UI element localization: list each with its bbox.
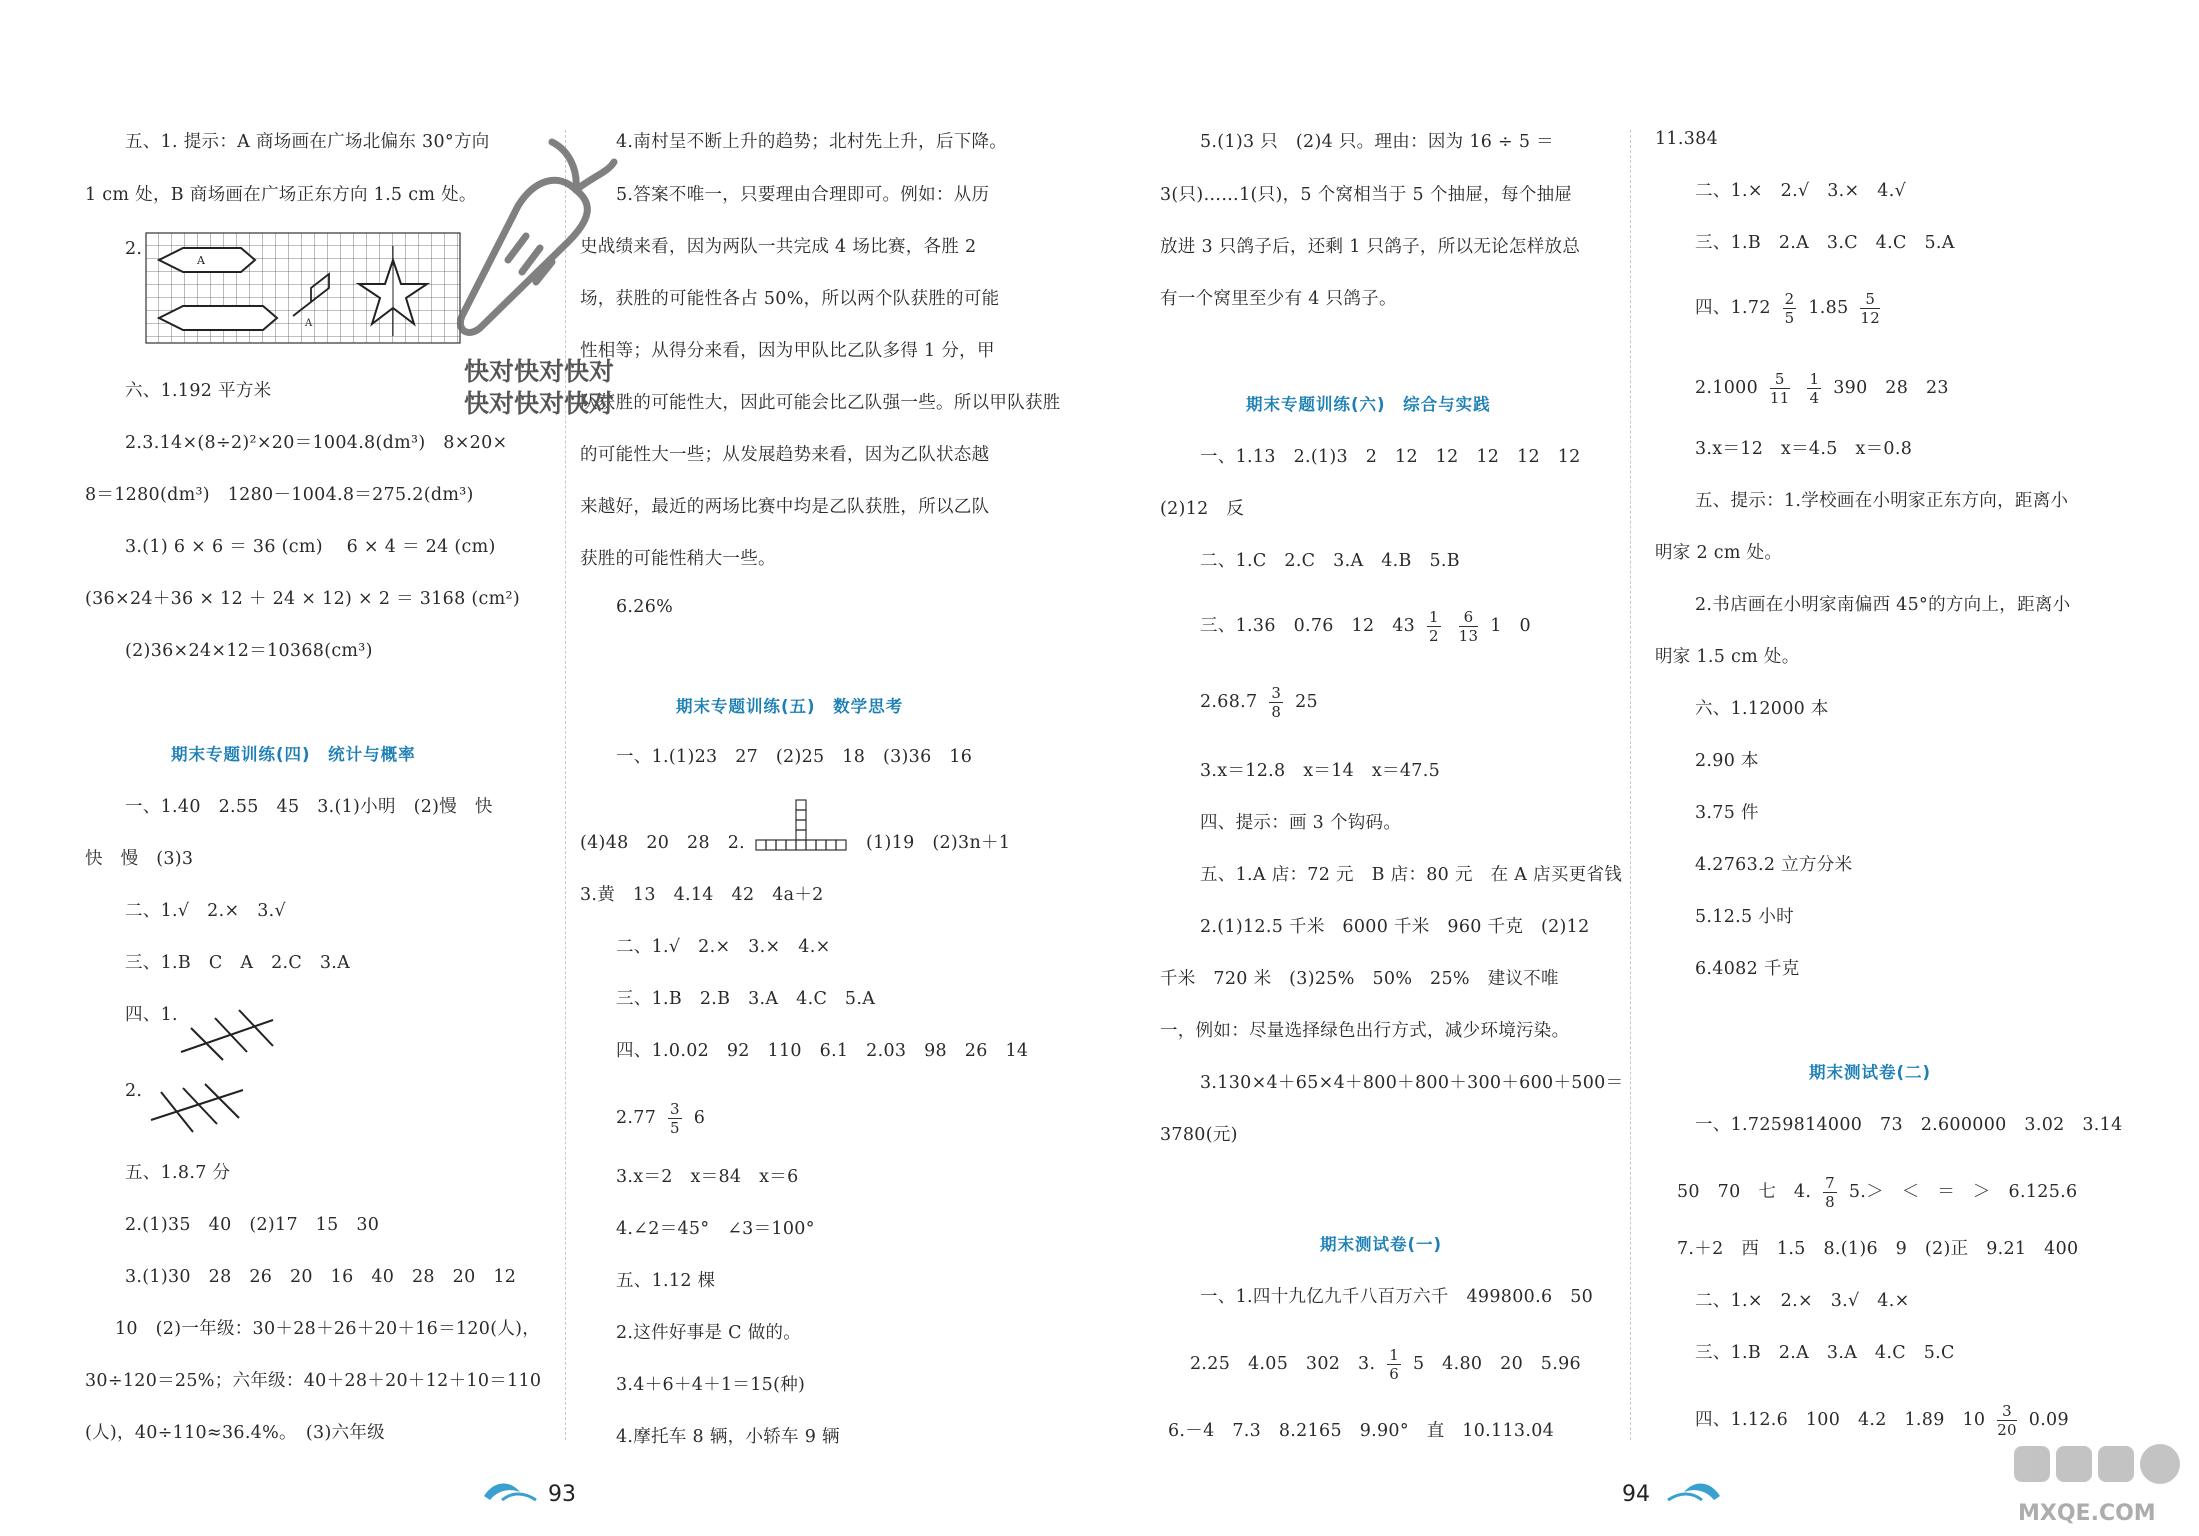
fraction-numerator: 1 bbox=[1389, 1346, 1400, 1364]
text-line: 一、1.7259814000 73 2.600000 3.02 3.14 bbox=[1695, 1115, 2123, 1135]
text-line: 3.130×4＋65×4＋800＋800＋300＋600＋500＝ bbox=[1200, 1073, 1624, 1093]
section-heading: 期末测试卷(一) bbox=[1320, 1235, 1443, 1254]
fraction-numerator: 2 bbox=[1784, 290, 1795, 308]
page-number: 94 bbox=[1622, 1482, 1650, 1507]
text-line: 6.26% bbox=[616, 597, 674, 617]
text-line: 史战绩来看，因为两队一共完成 4 场比赛，各胜 2 bbox=[580, 237, 977, 257]
text-segment: 1.85 bbox=[1808, 298, 1849, 318]
section-heading: 期末专题训练(六) 综合与实践 bbox=[1246, 395, 1491, 414]
leaf-ornament-icon bbox=[480, 1474, 540, 1508]
text-line: 3.x＝2 x＝84 x＝6 bbox=[616, 1167, 799, 1187]
fraction bbox=[1770, 370, 1790, 407]
text-segment: 5 4.80 20 5.96 bbox=[1412, 1354, 1581, 1374]
text-line: 二、1.× 2.× 3.√ 4.× bbox=[1695, 1291, 1910, 1311]
text-line: 3780(元) bbox=[1160, 1125, 1238, 1145]
fraction-numerator: 3 bbox=[670, 1100, 680, 1118]
text-line bbox=[616, 1100, 705, 1137]
text-line: 4.摩托车 8 辆，小轿车 9 辆 bbox=[616, 1427, 840, 1447]
text-line: 3.黄 13 4.14 42 4a＋2 bbox=[580, 885, 824, 905]
text-line: 二、1.√ 2.× 3.× 4.× bbox=[616, 937, 831, 957]
text-line: 3.(1)30 28 26 20 16 40 28 20 12 bbox=[125, 1267, 517, 1287]
text-line: 4.∠2＝45° ∠3＝100° bbox=[616, 1219, 815, 1239]
text-line: 10 (2)一年级：30＋28＋26＋20＋16＝120(人)， bbox=[115, 1319, 541, 1339]
page-number: 93 bbox=[548, 1482, 576, 1507]
text-segment: 三、1.36 0.76 12 43 bbox=[1200, 616, 1416, 636]
text-line: 2.书店画在小明家南偏西 45°的方向上，距离小 bbox=[1695, 595, 2071, 615]
text-line: 5.(1)3 只 (2)4 只。理由：因为 16 ÷ 5 ＝ bbox=[1200, 132, 1554, 152]
answer-column-3 bbox=[1160, 0, 1625, 1536]
text-segment: 1 0 bbox=[1490, 616, 1531, 636]
text-line: 一、1.40 2.55 45 3.(1)小明 (2)慢 快 bbox=[125, 797, 493, 817]
text-line: 三、1.B C A 2.C 3.A bbox=[125, 953, 351, 973]
text-line: 有一个窝里至少有 4 只鸽子。 bbox=[1160, 289, 1397, 309]
text-line: 3.x＝12 x＝4.5 x＝0.8 bbox=[1695, 439, 1913, 459]
fraction-denominator: 5 bbox=[1784, 309, 1795, 327]
parallel-lines-figure-2 bbox=[147, 1080, 257, 1140]
fraction bbox=[1807, 370, 1821, 407]
section-heading: 期末专题训练(五) 数学思考 bbox=[676, 697, 904, 716]
text-line: 30÷120＝25%；六年级：40＋28＋20＋12＋10＝110 bbox=[85, 1371, 542, 1391]
text-line: 的可能性大一些；从发展趋势来看，因为乙队状态越 bbox=[580, 445, 990, 465]
text-segment: 2.68.7 bbox=[1200, 692, 1258, 712]
text-line: 2.(1)35 40 (2)17 15 30 bbox=[125, 1215, 380, 1235]
text-segment: 25 bbox=[1295, 692, 1318, 712]
text-line: (2)12 反 bbox=[1160, 499, 1245, 519]
fraction-denominator: 20 bbox=[1997, 1421, 2017, 1439]
text-line: 8＝1280(dm³) 1280－1004.8＝275.2(dm³) bbox=[85, 485, 474, 505]
text-line: 四、1.0.02 92 110 6.1 2.03 98 26 14 bbox=[616, 1041, 1029, 1061]
fraction-denominator: 11 bbox=[1769, 389, 1790, 407]
text-line: 性相等；从得分来看，因为甲队比乙队多得 1 分，甲 bbox=[580, 341, 995, 361]
text-line: 11.384 bbox=[1655, 129, 1719, 149]
fraction bbox=[668, 1100, 682, 1137]
text-line: 2. bbox=[125, 239, 143, 259]
site-logo-watermark bbox=[2010, 1440, 2196, 1532]
text-line: 四、提示：画 3 个钩码。 bbox=[1200, 813, 1402, 833]
text-line: 2.(1)12.5 千米 6000 千米 960 千克 (2)12 bbox=[1200, 917, 1590, 937]
text-line: (4)48 20 28 2. bbox=[580, 833, 745, 853]
grid-figure-shapes bbox=[145, 232, 461, 344]
text-segment: 50 70 七 4. bbox=[1677, 1182, 1812, 1202]
text-line: 千米 720 米 (3)25% 50% 25% 建议不唯 bbox=[1160, 969, 1559, 989]
text-line: 3(只)……1(只)，5 个窝相当于 5 个抽屉，每个抽屉 bbox=[1160, 185, 1573, 205]
text-segment: 2.77 bbox=[616, 1108, 657, 1128]
text-line: 二、1.√ 2.× 3.√ bbox=[125, 901, 286, 921]
text-line: 3.4＋6＋4＋1＝15(种) bbox=[616, 1375, 806, 1395]
text-line: (2)36×24×12＝10368(cm³) bbox=[125, 641, 373, 661]
text-line: 六、1.12000 本 bbox=[1695, 699, 1829, 719]
fraction bbox=[1997, 1402, 2017, 1439]
text-line: 明家 2 cm 处。 bbox=[1655, 543, 1783, 563]
carrot-watermark-icon bbox=[448, 132, 618, 352]
fraction bbox=[1387, 1346, 1401, 1383]
text-line: 三、1.B 2.B 3.A 4.C 5.A bbox=[616, 989, 876, 1009]
text-line: 五、1. 提示：A 商场画在广场北偏东 30°方向 bbox=[125, 132, 490, 152]
text-line: 一、1.13 2.(1)3 2 12 12 12 12 12 bbox=[1200, 447, 1581, 467]
text-line bbox=[1695, 370, 1949, 407]
text-line: 一、1.(1)23 27 (2)25 18 (3)36 16 bbox=[616, 747, 973, 767]
fraction-numerator: 5 bbox=[1770, 370, 1790, 389]
text-line: 获胜的可能性稍大一些。 bbox=[580, 549, 776, 569]
fraction-denominator: 5 bbox=[670, 1119, 680, 1137]
fraction-numerator: 7 bbox=[1825, 1174, 1835, 1192]
text-line: 场，获胜的可能性各占 50%，所以两个队获胜的可能 bbox=[580, 289, 1000, 309]
text-segment: 2.25 4.05 302 3. bbox=[1190, 1354, 1376, 1374]
fraction bbox=[1823, 1174, 1837, 1211]
logo-text: MXQE.COM bbox=[2018, 1501, 2156, 1526]
text-line: 四、1. bbox=[125, 1005, 178, 1025]
section-heading: 期末专题训练(四) 统计与概率 bbox=[171, 745, 416, 764]
section-heading: 期末测试卷(二) bbox=[1809, 1063, 1932, 1082]
svg-text:A: A bbox=[197, 254, 205, 267]
fraction-numerator: 3 bbox=[1271, 684, 1282, 702]
text-segment: 5.＞ ＜ ＝ ＞ 6.125.6 bbox=[1848, 1182, 2078, 1202]
fraction-numerator: 6 bbox=[1459, 608, 1479, 627]
text-line: 五、1.12 棵 bbox=[616, 1271, 716, 1291]
text-line: 一、1.四十九亿九千八百万六千 499800.6 50 bbox=[1200, 1287, 1594, 1307]
text-line: (人)，40÷110≈36.4%。 (3)六年级 bbox=[85, 1423, 385, 1443]
svg-text:A: A bbox=[305, 318, 313, 329]
text-line: 3.75 件 bbox=[1695, 803, 1759, 823]
text-line: 2.90 本 bbox=[1695, 751, 1759, 771]
fraction-denominator: 4 bbox=[1809, 389, 1820, 407]
text-line: 六、1.192 平方米 bbox=[125, 381, 272, 401]
text-line: 来越好，最近的两场比赛中均是乙队获胜，所以乙队 bbox=[580, 497, 990, 517]
text-segment: 四、1.72 bbox=[1695, 298, 1771, 318]
text-line: 五、1.A 店：72 元 B 店：80 元 在 A 店买更省钱 bbox=[1200, 865, 1623, 885]
text-line: (36×24＋36 × 12 ＋ 24 × 12) × 2 ＝ 3168 (cm²) bbox=[85, 589, 520, 609]
text-line: 5.12.5 小时 bbox=[1695, 907, 1794, 927]
fraction bbox=[1269, 684, 1283, 721]
text-line: 2.这件好事是 C 做的。 bbox=[616, 1323, 802, 1343]
text-line: 放进 3 只鸽子后，还剩 1 只鸽子，所以无论怎样放总 bbox=[1160, 237, 1581, 257]
watermark-label: 快对快对快对 bbox=[464, 389, 615, 418]
fraction-denominator: 12 bbox=[1860, 309, 1881, 327]
watermark-label: 快对快对快对 bbox=[464, 357, 615, 386]
text-line: 二、1.× 2.√ 3.× 4.√ bbox=[1695, 181, 1907, 201]
text-segment: 0.09 bbox=[2028, 1410, 2069, 1430]
text-line: 三、1.B 2.A 3.C 4.C 5.A bbox=[1695, 233, 1955, 253]
text-line bbox=[1200, 608, 1531, 645]
fraction bbox=[1459, 608, 1479, 645]
text-line bbox=[1695, 290, 1886, 327]
text-line bbox=[1677, 1174, 2077, 1211]
fraction-denominator: 13 bbox=[1458, 627, 1479, 645]
fraction bbox=[1860, 290, 1880, 327]
parallel-lines-figure-1 bbox=[177, 1004, 287, 1064]
text-line: 6.4082 千克 bbox=[1695, 959, 1800, 979]
text-line: 4.南村呈不断上升的趋势；北村先上升，后下降。 bbox=[616, 132, 1008, 152]
text-segment: 四、1.12.6 100 4.2 1.89 10 bbox=[1695, 1410, 1986, 1430]
text-line: 2. bbox=[125, 1081, 143, 1101]
text-line: 明家 1.5 cm 处。 bbox=[1655, 647, 1800, 667]
fraction-denominator: 2 bbox=[1428, 627, 1439, 645]
fraction bbox=[1427, 608, 1441, 645]
fraction-denominator: 8 bbox=[1825, 1193, 1835, 1211]
text-line: 1 cm 处，B 商场画在广场正东方向 1.5 cm 处。 bbox=[85, 185, 477, 205]
answer-column-4 bbox=[1655, 0, 2123, 1536]
square-pattern-figure bbox=[754, 796, 854, 852]
text-line: 队获胜的可能性大，因此可能会比乙队强一些。所以甲队获胜 bbox=[580, 393, 1061, 413]
text-line: 五、1.8.7 分 bbox=[125, 1163, 231, 1183]
text-line: 快 慢 (3)3 bbox=[85, 849, 194, 869]
text-line: 一，例如：尽量选择绿色出行方式，减少环境污染。 bbox=[1160, 1021, 1570, 1041]
fraction-numerator: 3 bbox=[1997, 1402, 2017, 1421]
fraction-numerator: 1 bbox=[1428, 608, 1439, 626]
text-line: 7.＋2 西 1.5 8.(1)6 9 (2)正 9.21 400 bbox=[1677, 1239, 2079, 1259]
text-line bbox=[1190, 1346, 1581, 1383]
text-line bbox=[1695, 1402, 2069, 1439]
text-line: 3.x＝12.8 x＝14 x＝47.5 bbox=[1200, 761, 1441, 781]
fraction-numerator: 5 bbox=[1860, 290, 1880, 309]
text-line: 二、1.C 2.C 3.A 4.B 5.B bbox=[1200, 551, 1460, 571]
text-line: 2.3.14×(8÷2)²×20＝1004.8(dm³) 8×20× bbox=[125, 433, 508, 453]
column-divider bbox=[1630, 130, 1631, 1440]
text-line: (1)19 (2)3n＋1 bbox=[866, 833, 1011, 853]
text-line: 3.(1) 6 × 6 ＝ 36 (cm) 6 × 4 ＝ 24 (cm) bbox=[125, 537, 496, 557]
fraction-numerator: 1 bbox=[1809, 370, 1820, 388]
fraction-denominator: 8 bbox=[1271, 703, 1282, 721]
text-segment: 2.1000 bbox=[1695, 378, 1759, 398]
text-segment: 6 bbox=[693, 1108, 706, 1128]
fraction-denominator: 6 bbox=[1389, 1365, 1400, 1383]
text-line: 6.－4 7.3 8.2165 9.90° 直 10.113.04 bbox=[1168, 1421, 1555, 1441]
text-segment: 390 28 23 bbox=[1833, 378, 1949, 398]
text-line: 五、提示：1.学校画在小明家正东方向，距离小 bbox=[1695, 491, 2069, 511]
text-line: 4.2763.2 立方分米 bbox=[1695, 855, 1853, 875]
fraction bbox=[1783, 290, 1797, 327]
answer-column-2 bbox=[580, 0, 1061, 1536]
text-line bbox=[1200, 684, 1318, 721]
text-line: 5.答案不唯一，只要理由合理即可。例如：从历 bbox=[616, 185, 990, 205]
text-line: 三、1.B 2.A 3.A 4.C 5.C bbox=[1695, 1343, 1955, 1363]
